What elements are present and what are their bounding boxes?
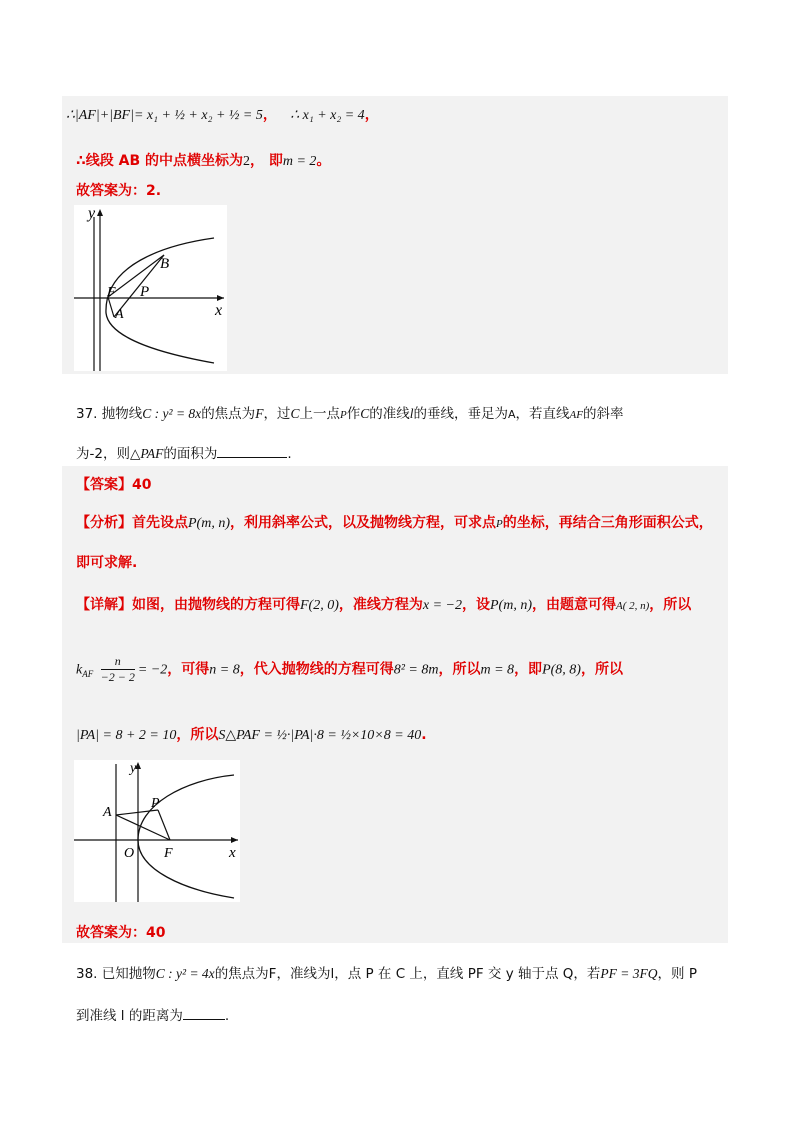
point-A-label-2: A: [103, 805, 112, 820]
question-37-line-2: 为-2，则△PAF的面积为 .: [76, 446, 292, 462]
triangle-PAF-diagram: [74, 760, 240, 902]
y-axis-label: y: [88, 205, 96, 222]
prev-answer: 故答案为：2.: [76, 183, 162, 199]
point-A-label: A: [115, 307, 124, 322]
area-line: |PA| = 8 + 2 = 10，所以S△PAF = ½·|PA|·8 = ½×10×8 = 40.: [76, 727, 427, 743]
figure-parabola-AB: [74, 205, 227, 371]
x-axis-label-2: x: [229, 845, 236, 861]
parabola-equation-38: C : y² = 4x: [155, 966, 215, 981]
parabola-equation: C : y² = 8x: [142, 406, 202, 421]
prev-solution-line-1: ∴|AF|+|BF|= x₁ + ½ + x₂ + ½ = 5， ∴ x₁ + x₂ = 4，: [66, 107, 379, 123]
answer-tag: 【答案】40: [76, 477, 152, 493]
point-F-label: F: [107, 285, 116, 300]
x-axis-label: x: [215, 302, 223, 319]
slope-fraction: $\frac{n}{-2 - 2}$: [100, 654, 135, 684]
origin-label: O: [124, 846, 135, 861]
detail-line-1: 【详解】如图，由抛物线的方程可得F(2, 0)，准线方程为x = −2，设P(m, n)，由题意可得A( 2, n)，所以: [76, 597, 692, 613]
point-F-label-2: F: [164, 846, 173, 861]
question-37-line-1: 37. 抛物线C : y² = 8x的焦点为F，过C上一点P作C的准线l的垂线，垂足为A，若直线AF的斜率: [76, 406, 624, 422]
answer-blank-38: [183, 1007, 225, 1020]
y-axis-label-2: y: [130, 761, 137, 776]
question-38-line-2: 到准线 l 的距离为 .: [76, 1008, 230, 1024]
analysis-line-1: 【分析】首先设点P(m, n)，利用斜率公式，以及抛物线方程，可求点P的坐标，再结合三角形面积公式，: [76, 515, 713, 531]
vector-condition: PF = 3FQ: [600, 966, 658, 981]
abs-sum-equation: ∴|AF|+|BF|= x₁ + ½ + x₂ + ½ = 5: [66, 108, 263, 123]
slope-line: $k_{AF}$ $\frac{n}{-2 - 2}$ = −2，可得n = 8，代入抛物线的方程可得8² = 8m，所以m = 8，即P(8, 8)，所以: [76, 654, 623, 684]
point-P-label-2: P: [151, 796, 160, 811]
question-number-38: 38.: [76, 966, 98, 982]
point-B-label: B: [160, 256, 170, 272]
question-number: 37.: [76, 406, 98, 422]
point-P-label: P: [140, 284, 150, 300]
question-38-line-1: 38. 已知抛物C : y² = 4x的焦点为F，准线为l，点 P 在 C 上，直线 PF 交 y 轴于点 Q，若PF = 3FQ，则 P: [76, 966, 697, 982]
prev-solution-line-2: ∴线段 AB 的中点横坐标为2， 即m = 2。: [76, 153, 331, 169]
analysis-line-2: 即可求解.: [76, 555, 138, 571]
answer-blank: [217, 445, 287, 458]
final-answer-37: 故答案为：40: [76, 925, 166, 941]
parabola-AB-diagram: [74, 205, 227, 371]
figure-triangle-PAF: [74, 760, 240, 902]
sum-x-equation: ∴ x₁ + x₂ = 4: [290, 108, 365, 123]
